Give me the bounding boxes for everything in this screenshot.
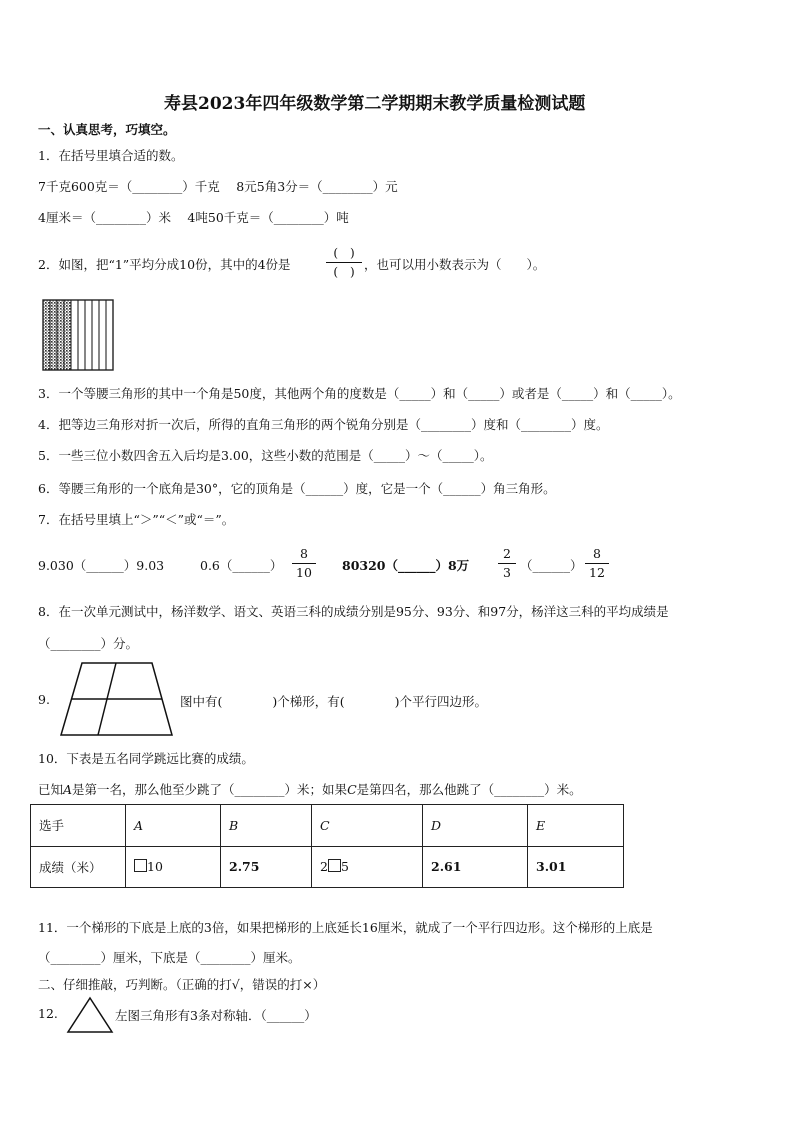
q7-compare-c: 80320（______）8万 [342, 558, 470, 573]
section-1-heading: 一、认真思考，巧填空。 [38, 122, 176, 137]
q2-numerator: ( ) [333, 246, 355, 260]
q5: 5．一些三位小数四舍五入后均是3.00，这些小数的范围是（_____）～（_____）。 [38, 448, 493, 463]
blank-box-icon [134, 859, 147, 872]
q7-fraction-d2 [585, 545, 609, 582]
table-cell-d: 2.61 [423, 846, 528, 888]
q3: 3．一个等腰三角形的其中一个角是50度，其他两个角的度数是（_____）和（_____）或者是（_____）和（_____）。 [38, 386, 681, 401]
table-header-cell: D [423, 805, 528, 847]
q2-ten-strips-figure [42, 299, 114, 371]
q7-stem: 7．在括号里填上“＞”“＜”或“＝”。 [38, 512, 235, 527]
q12-triangle-figure [66, 996, 114, 1034]
q7-d2-denominator: 12 [589, 565, 605, 580]
table-header-cell: A [126, 805, 221, 847]
q2-text-post: ，也可以用小数表示为（ ）。 [364, 257, 546, 272]
q7-d2-numerator: 8 [593, 546, 601, 561]
q12-label: 12. [38, 1006, 58, 1021]
q7-b-numerator: 8 [300, 546, 308, 561]
table-cell-b: 2.75 [221, 846, 312, 888]
q7-compare-a: 9.030（______）9.03 [38, 558, 165, 573]
q9-label: 9. [38, 692, 50, 707]
section-2-heading: 二、仔细推敲，巧判断。（正确的打√，错误的打×） [38, 977, 326, 992]
q4: 4．把等边三角形对折一次后，所得的直角三角形的两个锐角分别是（________）度和（________）度。 [38, 417, 609, 432]
q7-compare-d: （______） [520, 558, 583, 573]
table-header-cell: E [528, 805, 624, 847]
q10-question [38, 780, 582, 798]
table-header-cell: C [312, 805, 423, 847]
page-title: 寿县2023年四年级数学第二学期期末教学质量检测试题 [164, 94, 586, 114]
q10-score-table [30, 804, 624, 888]
q7-fraction-d1 [498, 545, 516, 582]
q10-text-c: 是第四名，那么他跳了（________）米。 [356, 782, 582, 797]
q10-stem: 10．下表是五名同学跳远比赛的成绩。 [38, 751, 254, 766]
q7-compare-b: 0.6（______） [200, 558, 283, 573]
q1-stem: 1．在括号里填合适的数。 [38, 148, 184, 163]
q2-denominator: ( ) [333, 265, 355, 279]
q1-line-1: 7千克600克＝（________）千克 8元5角3分＝（________）元 [38, 179, 398, 194]
q2-text-pre: 2．如图，把“1”平均分成10份，其中的4份是 [38, 257, 291, 272]
q7-b-denominator: 10 [296, 565, 312, 580]
q7-d1-numerator: 2 [503, 546, 511, 561]
table-cell-c: 2 5 [312, 846, 423, 888]
table-cell-label: 成绩（米） [31, 846, 126, 888]
table-header-cell: B [221, 805, 312, 847]
q8-line-2: （________）分。 [38, 636, 139, 651]
q8-line-1: 8．在一次单元测试中，杨洋数学、语文、英语三科的成绩分别是95分、93分、和97分，杨洋这三科的平均成绩是 [38, 604, 669, 619]
q10-var-a: A [63, 782, 73, 797]
table-cell-e: 3.01 [528, 846, 624, 888]
q9-text: 图中有( )个梯形，有( )个平行四边形。 [180, 694, 488, 709]
table-row [31, 846, 624, 888]
q7-d1-denominator: 3 [503, 565, 511, 580]
q11-line-1: 11．一个梯形的下底是上底的3倍，如果把梯形的上底延长16厘米，就成了一个平行四边形。这个梯形的上底是 [38, 920, 653, 935]
q9-trapezoid-figure [58, 660, 176, 738]
q6: 6．等腰三角形的一个底角是30°，它的顶角是（______）度，它是一个（______）角三角形。 [38, 481, 556, 496]
table-header-row [31, 805, 624, 847]
q7-fraction-b [292, 545, 316, 582]
table-cell-a: 10 [126, 846, 221, 888]
q1-line-2: 4厘米＝（________）米 4吨50千克＝（________）吨 [38, 210, 349, 225]
q10-text-a: 已知 [38, 782, 64, 797]
blank-box-icon [328, 859, 341, 872]
table-header-cell: 选手 [31, 805, 126, 847]
q10-var-c: C [347, 782, 357, 797]
q10-text-b: 是第一名，那么他至少跳了（________）米；如果 [72, 782, 348, 797]
q2-fraction-blank [326, 244, 362, 281]
q11-line-2: （________）厘米，下底是（________）厘米。 [38, 950, 301, 965]
q12-text: 左图三角形有3条对称轴．（______） [115, 1008, 317, 1023]
